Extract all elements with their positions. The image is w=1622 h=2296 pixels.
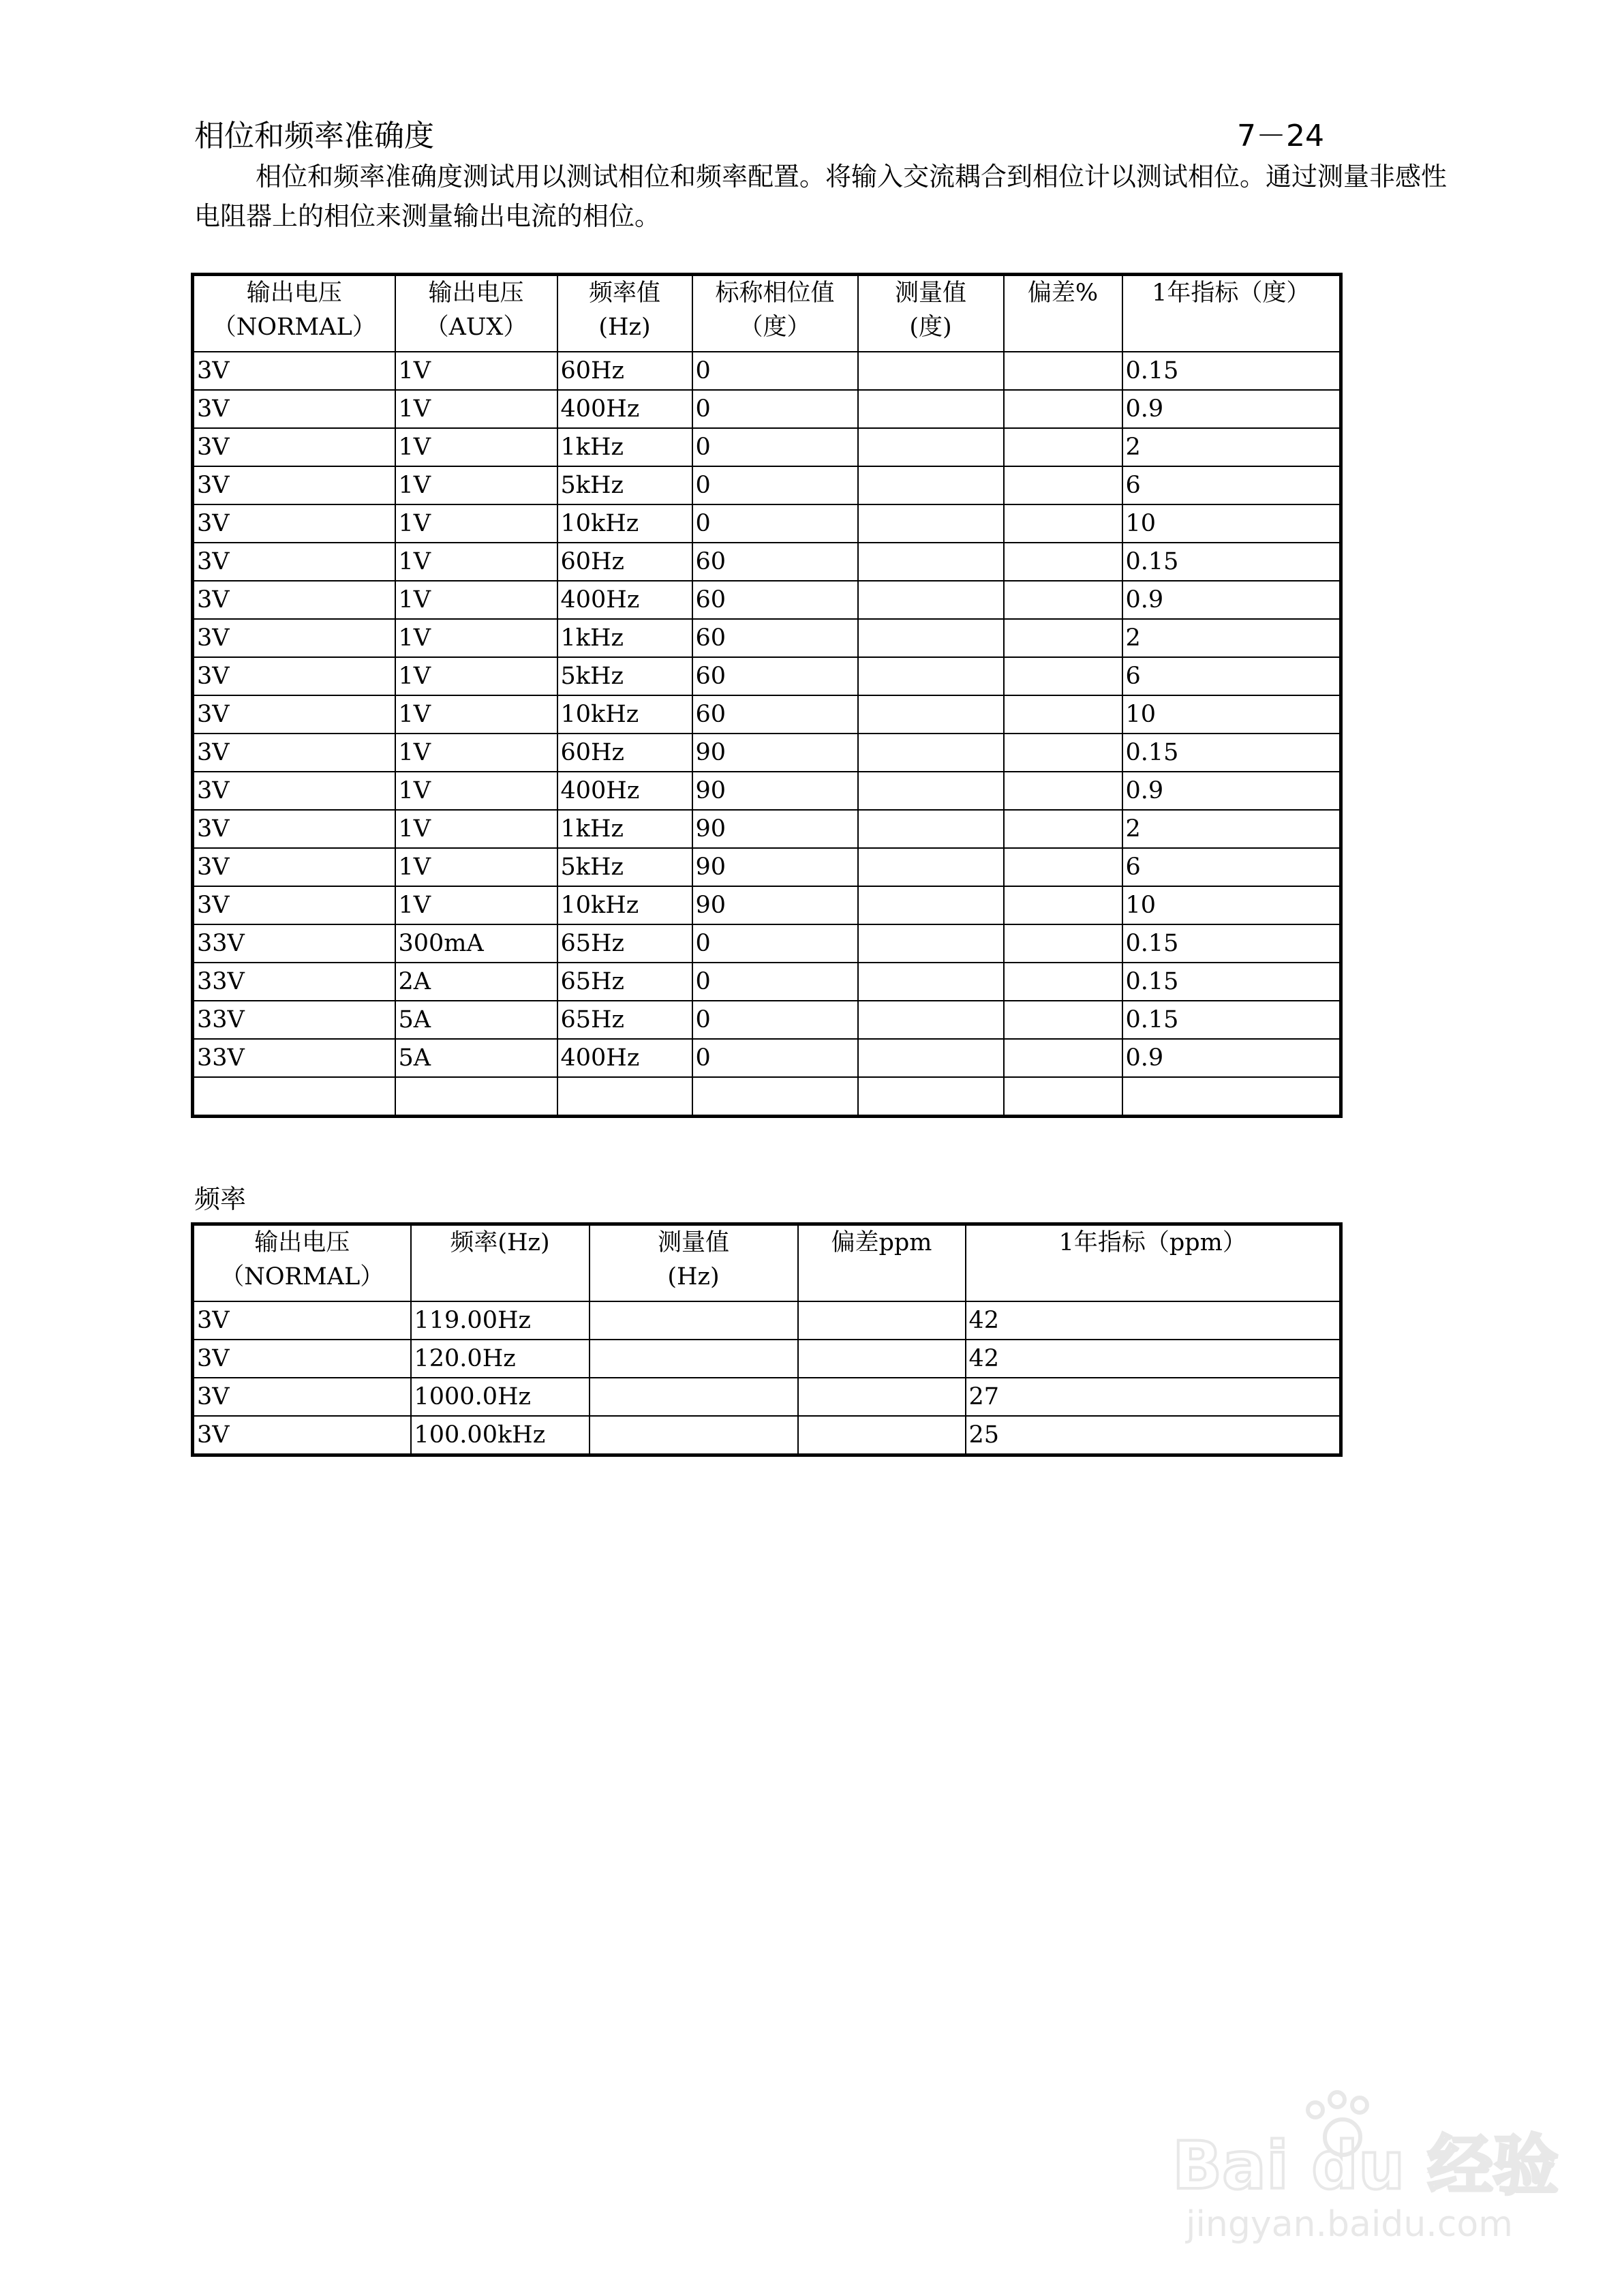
table-cell: 60Hz xyxy=(557,352,692,390)
watermark-url: jingyan.baidu.com xyxy=(1186,2204,1513,2245)
table-cell xyxy=(858,352,1004,390)
table-row xyxy=(193,390,1341,428)
table-cell xyxy=(1004,619,1122,657)
table-cell xyxy=(1004,390,1122,428)
table-cell xyxy=(1004,1039,1122,1077)
table-cell: 3V xyxy=(193,734,395,772)
table-cell: 0 xyxy=(692,963,858,1001)
table-cell: 1V xyxy=(395,886,557,924)
table-cell: 3V xyxy=(193,810,395,848)
phase-header-cell xyxy=(692,275,858,352)
table-cell: 0.15 xyxy=(1122,1001,1341,1039)
table-cell: 0.15 xyxy=(1122,352,1341,390)
table-cell xyxy=(858,1001,1004,1039)
table-cell: 3V xyxy=(193,1301,411,1340)
table-row xyxy=(193,619,1341,657)
freq-header-cell xyxy=(193,1224,411,1302)
table-cell xyxy=(858,924,1004,963)
table-row xyxy=(193,695,1341,734)
phase-header-cell xyxy=(1004,275,1122,352)
table-cell xyxy=(1004,848,1122,886)
freq-header-row xyxy=(193,1224,1341,1302)
table-cell: 10kHz xyxy=(557,695,692,734)
table-row xyxy=(193,1039,1341,1077)
table-cell xyxy=(798,1378,966,1416)
table-cell: 1V xyxy=(395,619,557,657)
intro-paragraph: 相位和频率准确度测试用以测试相位和频率配置。将输入交流耦合到相位计以测试相位。通过测量非感性电阻器上的相位来测量输出电流的相位。 xyxy=(194,162,1448,231)
table-cell xyxy=(798,1340,966,1378)
table-cell: 33V xyxy=(193,963,395,1001)
table-cell: 119.00Hz xyxy=(411,1301,590,1340)
table-cell: 90 xyxy=(692,848,858,886)
table-cell: 1000.0Hz xyxy=(411,1378,590,1416)
table-cell: 400Hz xyxy=(557,390,692,428)
table-cell: 3V xyxy=(193,504,395,543)
table-cell: 1V xyxy=(395,428,557,466)
table-cell: 0 xyxy=(692,428,858,466)
table-cell: 5A xyxy=(395,1001,557,1039)
table-cell: 90 xyxy=(692,886,858,924)
phase-accuracy-table xyxy=(191,273,1343,1118)
table-row xyxy=(193,504,1341,543)
table-cell: 5kHz xyxy=(557,657,692,695)
table-cell xyxy=(1004,543,1122,581)
freq-header-label: 输出电压 xyxy=(254,1229,350,1256)
table-cell: 10 xyxy=(1122,886,1341,924)
table-cell: 1V xyxy=(395,657,557,695)
phase-header-cell xyxy=(193,275,395,352)
freq-header-label: 1年指标（ppm） xyxy=(1058,1229,1246,1256)
table-row xyxy=(193,734,1341,772)
freq-table-body xyxy=(193,1301,1341,1455)
table-cell: 65Hz xyxy=(557,963,692,1001)
table-cell: 10 xyxy=(1122,504,1341,543)
table-row xyxy=(193,428,1341,466)
phase-header-row xyxy=(193,275,1341,352)
phase-header-label: (Hz) xyxy=(598,314,651,341)
phase-header-label: （NORMAL） xyxy=(212,314,376,341)
table-row xyxy=(193,963,1341,1001)
table-cell xyxy=(1004,772,1122,810)
table-cell: 0.15 xyxy=(1122,734,1341,772)
table-cell xyxy=(1004,1077,1122,1117)
table-cell xyxy=(858,963,1004,1001)
table-cell xyxy=(858,695,1004,734)
table-cell: 6 xyxy=(1122,466,1341,504)
table-cell: 1V xyxy=(395,390,557,428)
table-cell: 5kHz xyxy=(557,466,692,504)
table-row xyxy=(193,1416,1341,1455)
table-cell: 3V xyxy=(193,543,395,581)
table-cell: 1V xyxy=(395,734,557,772)
table-cell: 1V xyxy=(395,352,557,390)
page-number: 7－24 xyxy=(1237,119,1324,153)
table-cell: 3V xyxy=(193,390,395,428)
table-row xyxy=(193,772,1341,810)
table-cell xyxy=(858,581,1004,619)
table-cell: 3V xyxy=(193,1378,411,1416)
table-cell xyxy=(1004,428,1122,466)
table-cell: 1V xyxy=(395,695,557,734)
phase-table-body xyxy=(193,352,1341,1117)
freq-header-label: (Hz) xyxy=(667,1263,720,1290)
table-cell xyxy=(858,543,1004,581)
table-cell: 0 xyxy=(692,924,858,963)
table-cell: 1V xyxy=(395,504,557,543)
phase-header-cell xyxy=(557,275,692,352)
table-row xyxy=(193,1001,1341,1039)
table-cell: 0.15 xyxy=(1122,963,1341,1001)
table-cell xyxy=(1004,963,1122,1001)
freq-header-label: （NORMAL） xyxy=(220,1263,384,1290)
table-cell: 65Hz xyxy=(557,924,692,963)
table-cell xyxy=(395,1077,557,1117)
table-cell: 3V xyxy=(193,352,395,390)
table-cell xyxy=(858,848,1004,886)
table-cell: 400Hz xyxy=(557,772,692,810)
table-cell xyxy=(858,428,1004,466)
table-cell xyxy=(557,1077,692,1117)
table-cell: 1V xyxy=(395,772,557,810)
page-title: 相位和频率准确度 xyxy=(194,119,434,153)
table-cell: 1V xyxy=(395,466,557,504)
table-cell xyxy=(1004,695,1122,734)
table-cell: 2 xyxy=(1122,810,1341,848)
table-cell: 65Hz xyxy=(557,1001,692,1039)
table-cell xyxy=(858,619,1004,657)
table-cell xyxy=(590,1378,798,1416)
phase-header-label: 1年指标（度） xyxy=(1152,280,1311,307)
table-cell: 90 xyxy=(692,772,858,810)
table-cell: 3V xyxy=(193,772,395,810)
table-cell: 3V xyxy=(193,581,395,619)
table-cell: 120.0Hz xyxy=(411,1340,590,1378)
table-cell xyxy=(692,1077,858,1117)
table-cell: 0.9 xyxy=(1122,772,1341,810)
freq-header-cell xyxy=(590,1224,798,1302)
table-cell: 1kHz xyxy=(557,428,692,466)
phase-header-label: 输出电压 xyxy=(246,280,342,307)
table-cell xyxy=(1004,504,1122,543)
table-cell: 10 xyxy=(1122,695,1341,734)
table-cell: 60 xyxy=(692,619,858,657)
table-cell xyxy=(858,734,1004,772)
table-cell xyxy=(858,466,1004,504)
table-cell: 0 xyxy=(692,390,858,428)
table-cell xyxy=(798,1416,966,1455)
table-cell: 60 xyxy=(692,543,858,581)
baidu-jingyan-watermark xyxy=(1159,2086,1567,2256)
table-row xyxy=(193,1301,1341,1340)
table-cell xyxy=(858,1039,1004,1077)
table-cell xyxy=(1004,657,1122,695)
phase-header-cell xyxy=(1122,275,1341,352)
table-row xyxy=(193,1378,1341,1416)
frequency-accuracy-table xyxy=(191,1222,1343,1457)
table-cell xyxy=(1004,466,1122,504)
table-row xyxy=(193,1340,1341,1378)
table-cell xyxy=(1004,581,1122,619)
table-cell xyxy=(858,504,1004,543)
table-cell: 0.15 xyxy=(1122,543,1341,581)
phase-header-label: (度) xyxy=(909,314,952,341)
table-cell: 1kHz xyxy=(557,619,692,657)
table-cell: 60Hz xyxy=(557,543,692,581)
phase-header-label: 标称相位值 xyxy=(715,280,835,307)
table-cell: 25 xyxy=(966,1416,1341,1455)
freq-header-cell xyxy=(411,1224,590,1302)
phase-header-cell xyxy=(395,275,557,352)
freq-header-label: 偏差ppm xyxy=(831,1229,932,1256)
watermark-brand: Bai du 经验 xyxy=(1172,2128,1559,2204)
table-cell: 2 xyxy=(1122,619,1341,657)
table-row xyxy=(193,924,1341,963)
table-cell: 2A xyxy=(395,963,557,1001)
table-cell: 1kHz xyxy=(557,810,692,848)
table-cell: 42 xyxy=(966,1301,1341,1340)
table-cell xyxy=(1004,352,1122,390)
table-cell xyxy=(590,1301,798,1340)
phase-header-label: （AUX） xyxy=(425,314,527,341)
table-cell: 3V xyxy=(193,1416,411,1455)
table-cell xyxy=(1004,886,1122,924)
table-cell: 0 xyxy=(692,466,858,504)
table-cell: 400Hz xyxy=(557,581,692,619)
table-cell: 33V xyxy=(193,1039,395,1077)
table-cell xyxy=(590,1340,798,1378)
table-cell: 3V xyxy=(193,466,395,504)
table-cell: 1V xyxy=(395,848,557,886)
phase-header-label: 频率值 xyxy=(588,280,660,307)
table-cell: 0.9 xyxy=(1122,1039,1341,1077)
table-cell: 0 xyxy=(692,1001,858,1039)
phase-table-header xyxy=(193,275,1341,352)
table-cell: 60Hz xyxy=(557,734,692,772)
table-row xyxy=(193,581,1341,619)
table-cell: 60 xyxy=(692,581,858,619)
table-cell: 90 xyxy=(692,734,858,772)
table-cell: 1V xyxy=(395,810,557,848)
table-cell: 3V xyxy=(193,657,395,695)
table-cell: 33V xyxy=(193,1001,395,1039)
freq-table-header xyxy=(193,1224,1341,1302)
table-row xyxy=(193,1077,1341,1117)
table-cell: 60 xyxy=(692,695,858,734)
table-cell: 3V xyxy=(193,848,395,886)
table-cell: 10kHz xyxy=(557,886,692,924)
table-cell: 27 xyxy=(966,1378,1341,1416)
table-cell xyxy=(858,657,1004,695)
table-cell: 100.00kHz xyxy=(411,1416,590,1455)
table-row xyxy=(193,886,1341,924)
table-cell: 3V xyxy=(193,1340,411,1378)
table-cell: 0.9 xyxy=(1122,390,1341,428)
table-cell: 2 xyxy=(1122,428,1341,466)
table-cell: 10kHz xyxy=(557,504,692,543)
table-cell xyxy=(590,1416,798,1455)
table-cell: 3V xyxy=(193,619,395,657)
freq-header-label: 测量值 xyxy=(657,1229,729,1256)
table-cell: 0 xyxy=(692,504,858,543)
phase-header-label: （度） xyxy=(739,314,811,341)
table-cell xyxy=(798,1301,966,1340)
table-cell: 300mA xyxy=(395,924,557,963)
table-cell: 1V xyxy=(395,543,557,581)
table-cell: 3V xyxy=(193,886,395,924)
table-row xyxy=(193,466,1341,504)
table-cell: 0.9 xyxy=(1122,581,1341,619)
table-cell xyxy=(1004,924,1122,963)
table-cell: 5kHz xyxy=(557,848,692,886)
phase-header-label: 测量值 xyxy=(894,280,966,307)
table-row xyxy=(193,543,1341,581)
freq-header-cell xyxy=(798,1224,966,1302)
table-cell xyxy=(1004,810,1122,848)
table-cell xyxy=(193,1077,395,1117)
table-cell xyxy=(858,810,1004,848)
table-row xyxy=(193,657,1341,695)
table-cell xyxy=(1004,1001,1122,1039)
table-cell: 42 xyxy=(966,1340,1341,1378)
phase-header-cell xyxy=(858,275,1004,352)
table-row xyxy=(193,352,1341,390)
table-cell xyxy=(858,390,1004,428)
freq-header-label: 频率(Hz) xyxy=(450,1229,550,1256)
table-cell: 33V xyxy=(193,924,395,963)
table-cell: 3V xyxy=(193,695,395,734)
table-cell: 1V xyxy=(395,581,557,619)
table-cell: 5A xyxy=(395,1039,557,1077)
table-row xyxy=(193,810,1341,848)
table-cell xyxy=(858,886,1004,924)
table-cell: 400Hz xyxy=(557,1039,692,1077)
table-cell xyxy=(1004,734,1122,772)
table-cell: 0 xyxy=(692,1039,858,1077)
table-cell: 6 xyxy=(1122,848,1341,886)
table-cell xyxy=(1122,1077,1341,1117)
table-cell: 0.15 xyxy=(1122,924,1341,963)
freq-header-cell xyxy=(966,1224,1341,1302)
table-cell xyxy=(858,772,1004,810)
table-cell: 0 xyxy=(692,352,858,390)
table-cell: 3V xyxy=(193,428,395,466)
table-row xyxy=(193,848,1341,886)
table-cell xyxy=(858,1077,1004,1117)
frequency-section-caption: 频率 xyxy=(194,1184,247,1214)
table-cell: 90 xyxy=(692,810,858,848)
phase-header-label: 输出电压 xyxy=(428,280,524,307)
table-cell: 6 xyxy=(1122,657,1341,695)
table-cell: 60 xyxy=(692,657,858,695)
phase-header-label: 偏差% xyxy=(1027,280,1099,307)
